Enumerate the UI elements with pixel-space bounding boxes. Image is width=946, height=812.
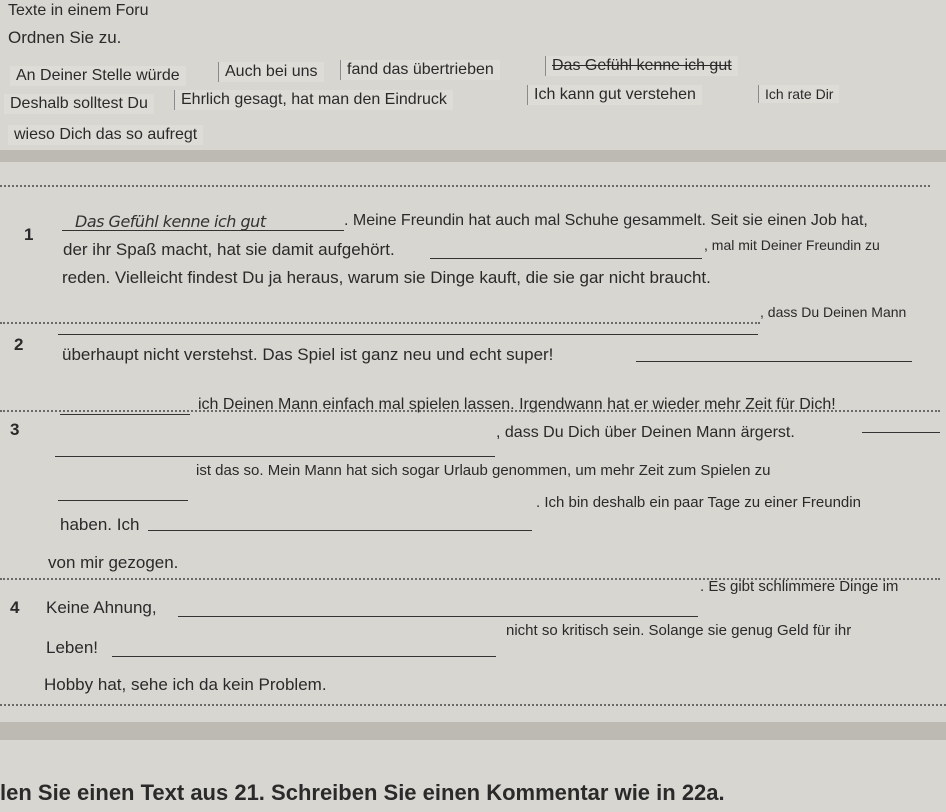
footer-instruction: len Sie einen Text aus 21. Schreiben Sie einen Kommentar wie in 22a. bbox=[0, 780, 725, 805]
text-line: reden. Vielleicht findest Du ja heraus, warum sie Dinge kauft, die sie gar nicht braucht. bbox=[62, 268, 711, 287]
answer-blank[interactable] bbox=[862, 416, 940, 433]
answer-blank[interactable] bbox=[636, 345, 912, 362]
text-line: Hobby hat, sehe ich da kein Problem. bbox=[44, 675, 327, 694]
item-number: 4 bbox=[10, 598, 20, 617]
word-an-deiner-stelle: An Deiner Stelle würde bbox=[10, 66, 186, 86]
item-number: 3 bbox=[10, 420, 20, 439]
dotted-divider bbox=[0, 185, 930, 187]
answer-blank[interactable] bbox=[62, 214, 344, 231]
text-line: haben. Ich bbox=[60, 515, 140, 534]
item-number: 1 bbox=[24, 225, 34, 244]
text-line: . Es gibt schlimmere Dinge im bbox=[700, 578, 899, 595]
text-line: . Ich bin deshalb ein paar Tage zu einer Freundin bbox=[536, 494, 861, 511]
word-ehrlich-gesagt: Ehrlich gesagt, hat man den Eindruck bbox=[174, 90, 453, 110]
text-line: ich Deinen Mann einfach mal spielen lassen. Irgendwann hat er wieder mehr Zeit für Dich! bbox=[198, 396, 836, 413]
handwritten-answer: Das Gefühl kenne ich gut bbox=[75, 212, 266, 231]
text-line: , mal mit Deiner Freundin zu bbox=[704, 237, 880, 253]
word-fand-uebertrieben: fand das übertrieben bbox=[340, 60, 500, 80]
text-line: der ihr Spaß macht, hat sie damit aufgehört. bbox=[63, 240, 395, 259]
text-line: ist das so. Mein Mann hat sich sogar Urlaub genommen, um mehr Zeit zum Spielen zu bbox=[196, 462, 771, 479]
answer-blank[interactable] bbox=[58, 484, 188, 501]
word-gefuehl-kenne: Das Gefühl kenne ich gut bbox=[545, 56, 738, 76]
answer-blank[interactable] bbox=[148, 514, 532, 531]
text-line: Leben! bbox=[46, 638, 98, 657]
text-line: . Meine Freundin hat auch mal Schuhe gesammelt. Seit sie einen Job hat, bbox=[344, 212, 868, 229]
instruction-text: Ordnen Sie zu. bbox=[8, 28, 122, 47]
answer-blank[interactable] bbox=[60, 398, 190, 415]
divider-band bbox=[0, 722, 946, 740]
answer-blank[interactable] bbox=[430, 242, 702, 259]
text-line: nicht so kritisch sein. Solange sie genug Geld für ihr bbox=[506, 622, 852, 639]
text-line: , dass Du Deinen Mann bbox=[760, 304, 907, 320]
dotted-divider bbox=[0, 410, 940, 412]
answer-blank[interactable] bbox=[178, 600, 698, 617]
divider-band bbox=[0, 150, 946, 162]
word-wieso-aufregt: wieso Dich das so aufregt bbox=[8, 125, 203, 145]
text-line: überhaupt nicht verstehst. Das Spiel ist ganz neu und echt super! bbox=[62, 345, 554, 364]
text-line: Keine Ahnung, bbox=[46, 598, 157, 617]
answer-blank[interactable] bbox=[112, 640, 496, 657]
section-title: Texte in einem Foru bbox=[8, 2, 149, 19]
answer-blank[interactable] bbox=[58, 318, 758, 335]
word-kann-gut-verstehen: Ich kann gut verstehen bbox=[527, 85, 702, 105]
word-auch-bei-uns: Auch bei uns bbox=[218, 62, 324, 82]
word-deshalb-solltest: Deshalb solltest Du bbox=[4, 94, 154, 114]
word-ich-rate-dir: Ich rate Dir bbox=[758, 85, 839, 103]
item-number: 2 bbox=[14, 335, 24, 354]
text-line: , dass Du Dich über Deinen Mann ärgerst. bbox=[496, 424, 795, 441]
dotted-divider bbox=[0, 704, 946, 706]
answer-blank[interactable] bbox=[55, 440, 495, 457]
text-line: von mir gezogen. bbox=[48, 553, 179, 572]
